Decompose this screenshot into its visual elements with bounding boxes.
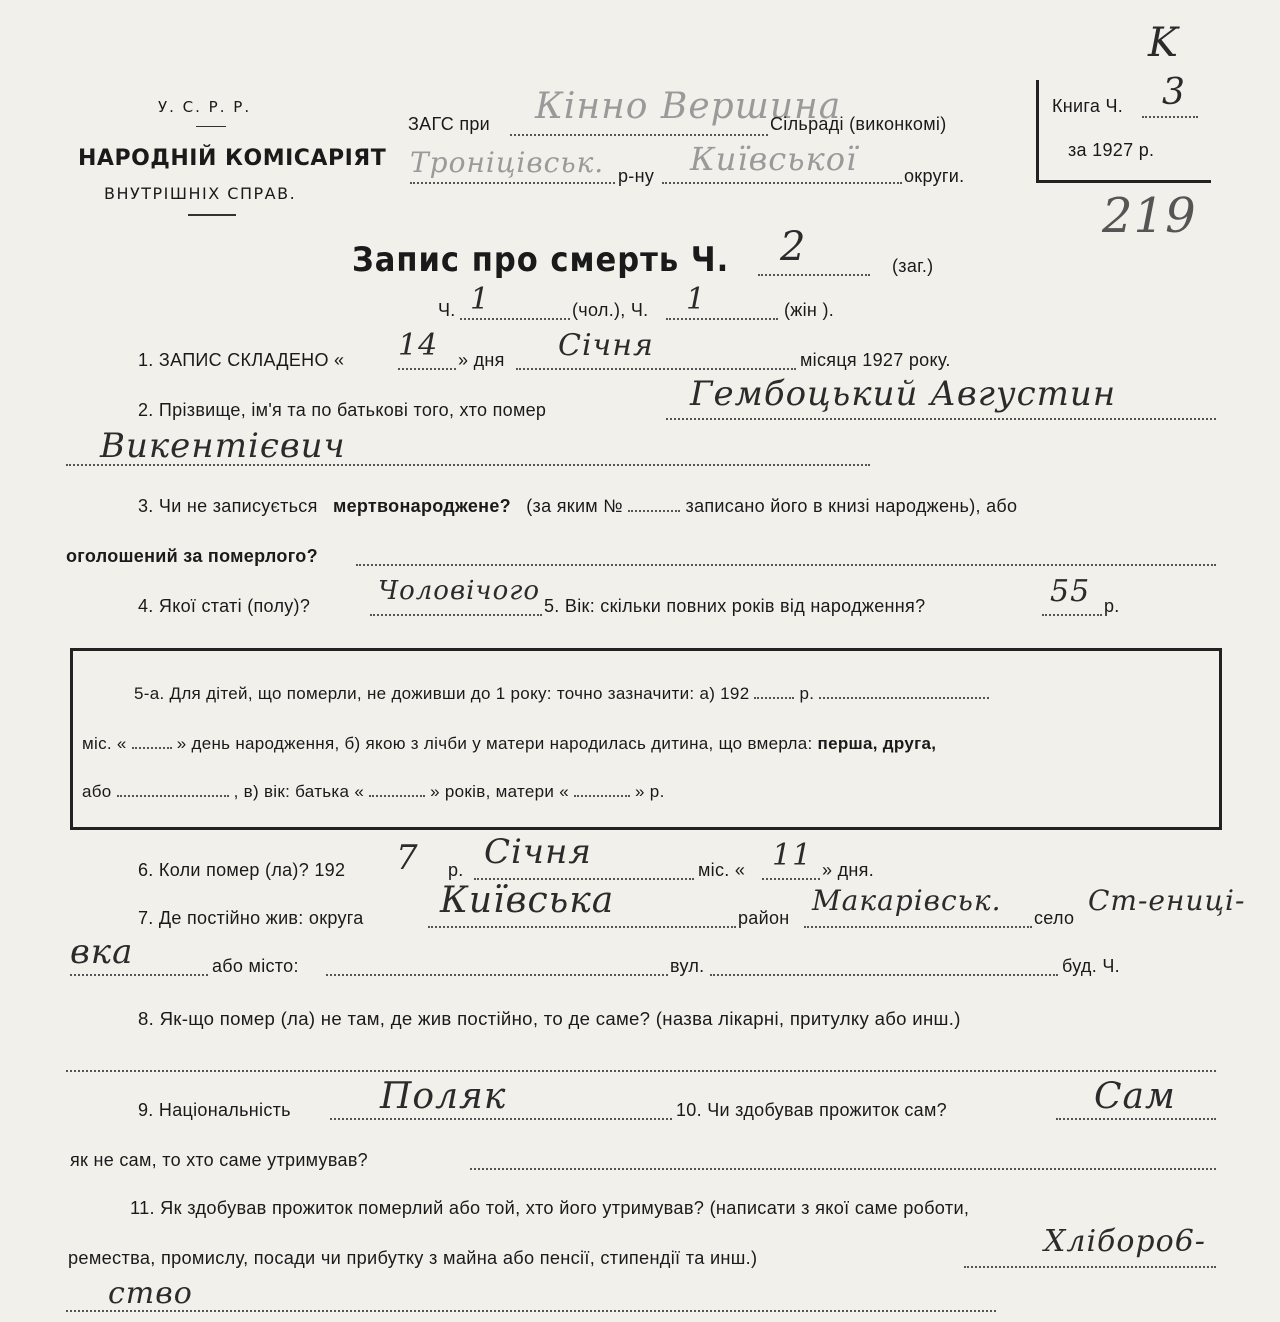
field7-okruha: Київська [440,880,615,921]
f5a-dots [574,795,630,797]
field5-label: 5. Вік: скільки повних років від народження? [544,596,926,616]
divider [188,214,236,216]
zag-label: (заг.) [892,256,934,276]
zhin-label: (жін ). [784,300,835,320]
f10-line [1056,1118,1216,1120]
zags-prefix: ЗАГС при [408,114,491,134]
field3-bold: мертвонароджене? [332,496,511,516]
field9-label: 9. Національність [138,1100,291,1120]
field6-mis: міс. « [698,860,746,880]
field3-row [138,496,1017,517]
field5a-row2 [82,734,936,754]
f8-line [66,1070,1216,1072]
field1-label: 1. ЗАПИС СКЛАДЕНО « [138,350,345,370]
field7-selo-value: Ст-ениці- [1088,884,1246,917]
field3-label: 3. Чи не записується [138,496,318,516]
village-value: Кінно Вершина [535,86,842,127]
field5-end: р. [1104,596,1120,616]
department-label: ВНУТРІШНІХ СПРАВ. [104,184,297,203]
book-label: Книга Ч. [1052,96,1124,116]
field3-dots [628,510,680,512]
field4-label: 4. Якої статі (полу)? [138,596,311,616]
f7-raion-line [804,926,1032,928]
field6-r: р. [448,860,464,880]
field5a-line2-start: міс. « [82,734,127,753]
field10-line2: як не сам, то хто саме утримував? [70,1150,368,1170]
raion-suffix: р-ну [618,166,655,186]
field5-value: 55 [1050,574,1091,609]
f1-day-line [398,368,456,370]
f7-selo2-line [70,974,208,976]
okruha-line [662,182,902,184]
f7-misto-line [326,974,668,976]
commissariat-title: НАРОДНІЙ КОМІСАРІЯТ [78,146,387,171]
f2-line [666,418,1216,420]
book-year: за 1927 р. [1068,140,1155,160]
field6-day: 11 [772,838,813,873]
field11-line2: ремества, промислу, посади чи прибутку з майна або пенсії, стипендії та инш.) [68,1248,758,1268]
zhin-value: 1 [686,282,707,317]
field5a-line3-mid: , в) вік: батька « [233,782,365,801]
field1-end: місяця 1927 року. [800,350,951,370]
record-number-line [758,274,870,276]
field10-value: Сам [1094,1076,1176,1117]
field1-month: Січня [558,328,654,363]
field5a-row3 [82,782,665,802]
book-number-line [1142,116,1198,118]
field5a-line3-mid2: » років, матери « [430,782,569,801]
f3-line [356,564,1216,566]
f5a-dots [369,795,425,797]
field3-mid: (за яким № [526,496,623,516]
corner-mark: K [1148,20,1179,66]
field3-bold2: оголошений за померлого? [66,546,318,566]
f11-line2-dots [66,1310,996,1312]
chol-label: (чол.), Ч. [572,300,649,320]
field4-value: Чоловічого [378,576,541,606]
chol-line [460,318,570,320]
f6-day-line [762,878,820,880]
field7-raion-value: Макарівськ. [812,884,1002,917]
f4-line [370,614,542,616]
stamp-number: 219 [1102,188,1197,244]
village-line [510,134,768,136]
f1-month-line [516,368,796,370]
field7-selo: село [1034,908,1075,928]
field5a-line3-start: або [82,782,112,801]
field7-selo-value2: вка [70,932,134,972]
f7-okruha-line [428,926,736,928]
f9-line [330,1118,672,1120]
field2-name2: Викентієвич [100,426,346,466]
field7-raion: район [738,908,790,928]
field3-end: записано його в книзі народжень), або [685,496,1018,516]
field7-bud: буд. Ч. [1062,956,1120,976]
f5a-dots [754,697,794,699]
field9-value: Поляк [380,1076,507,1117]
field11-value2: ство [108,1276,193,1311]
field8-label: 8. Як-що помер (ла) не там, де жив постійно, то де саме? (назва лікарні, притулку або инш.) [138,1008,961,1029]
f11-line [964,1266,1216,1268]
chol-value: 1 [470,282,491,317]
field5a-row1 [134,684,989,704]
raion-value: Троніцівськ. [410,146,605,179]
field1-day: 14 [398,328,439,363]
field7-label: 7. Де постійно жив: округа [138,908,364,928]
village-suffix: Сільраді (виконкомі) [770,114,947,134]
okruha-suffix: округи. [904,166,965,186]
raion-line [410,182,615,184]
field5a-line2-mid: » день народження, б) якою з лічби у матери народилась дитина, що вмерла: [176,734,813,753]
f10-line2-dots [470,1168,1216,1170]
country-label: У. С. Р. Р. [158,98,252,116]
f5-line [1042,614,1102,616]
field6-label: 6. Коли помер (ла)? 192 [138,860,346,880]
field6-month: Січня [484,832,592,872]
field11-label: 11. Як здобував прожиток померлий або той, хто його утримував? (написати з якої саме роботи, [130,1198,970,1218]
field6-year: 7 [396,838,419,878]
field7-misto: або місто: [212,956,299,976]
field10-label: 10. Чи здобував прожиток сам? [676,1100,947,1120]
zhin-line [666,318,778,320]
ch-label: Ч. [438,300,456,320]
record-title: Запис про смерть Ч. [352,240,730,280]
field5a-line1: 5-а. Для дітей, що померли, не доживши до 1 року: точно зазначити: а) 192 [134,684,750,703]
field5a-line3-end: » р. [635,782,665,801]
field2-label: 2. Прізвище, ім'я та по батькові того, хто помер [138,400,547,420]
field7-vul: вул. [670,956,705,976]
field2-name: Гембоцький Августин [690,374,1117,414]
f7-vul-line [710,974,1058,976]
f5a-dots [132,747,172,749]
field11-value: Хліборо6- [1044,1224,1206,1259]
field6-end: » дня. [822,860,875,880]
divider [196,126,226,127]
f5a-dots [117,795,229,797]
field5a-line2-bold: перша, друга, [817,734,937,753]
okruha-value: Київської [690,140,858,178]
f5a-dots [819,697,989,699]
book-number: 3 [1162,72,1186,113]
field1-mid: » дня [458,350,505,370]
record-number: 2 [780,224,807,270]
field5a-line1-end: р. [799,684,815,703]
